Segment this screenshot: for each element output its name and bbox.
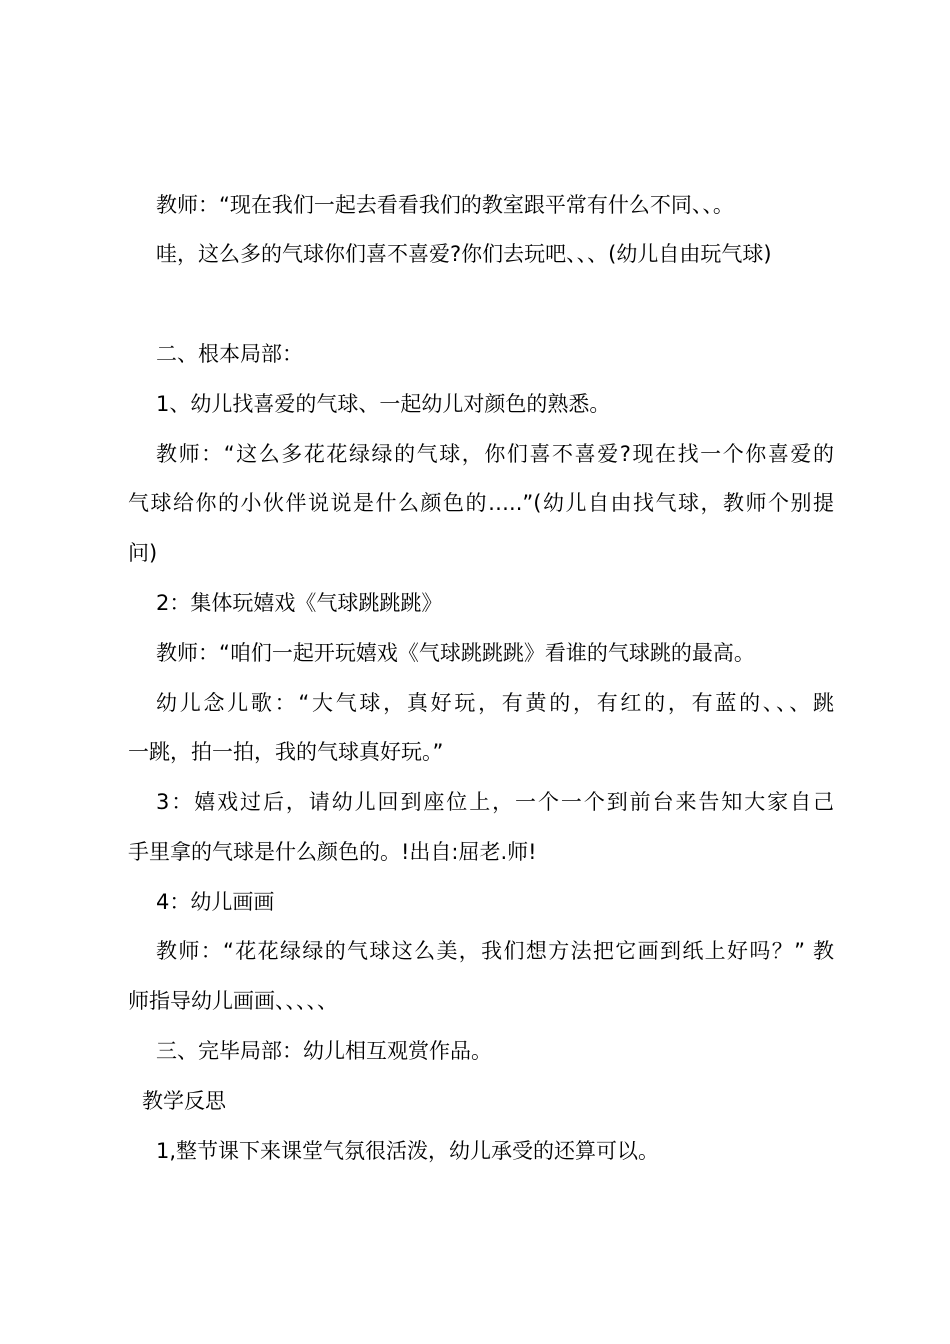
subsection-heading: 1、幼儿找喜爱的气球、一起幼儿对颜色的熟悉。 <box>156 392 611 416</box>
paragraph-line: 1,整节课下来课堂气氛很活泼，幼儿承受的还算可以。 <box>156 1139 660 1163</box>
paragraph-line: 幼儿念儿歌：“大气球，真好玩，有黄的，有红的，有蓝的、、、跳 <box>156 691 834 715</box>
paragraph-line: 3：嬉戏过后，请幼儿回到座位上，一个一个到前台来告知大家自己 <box>156 790 834 814</box>
paragraph-line: 教师：“这么多花花绿绿的气球，你们喜不喜爱?现在找一个你喜爱的 <box>156 442 834 466</box>
paragraph-line: 哇，这么多的气球你们喜不喜爱?你们去玩吧、、、(幼儿自由玩气球) <box>156 242 772 266</box>
paragraph-line: 问) <box>128 541 158 565</box>
paragraph-line: 教师：“现在我们一起去看看我们的教室跟平常有什么不同、、。 <box>156 193 734 217</box>
paragraph-line: 师指导幼儿画画、、、、、 <box>128 989 338 1013</box>
paragraph-line: 教师：“花花绿绿的气球这么美，我们想方法把它画到纸上好吗？” 教 <box>156 939 834 963</box>
subsection-heading: 2：集体玩嬉戏《气球跳跳跳》 <box>156 591 443 615</box>
subsection-heading: 4：幼儿画画 <box>156 890 275 914</box>
section-heading: 二、根本局部： <box>156 342 303 366</box>
paragraph-line: 气球给你的小伙伴说说是什么颜色的…..”(幼儿自由找气球，教师个别提 <box>128 491 834 515</box>
paragraph-line: 一跳，拍一拍，我的气球真好玩。” <box>128 740 444 764</box>
section-heading: 三、完毕局部：幼儿相互观赏作品。 <box>156 1039 492 1063</box>
paragraph-line: 教师：“咱们一起开玩嬉戏《气球跳跳跳》看谁的气球跳的最高。 <box>156 641 755 665</box>
paragraph-line: 手里拿的气球是什么颜色的。!出自:屈老.师! <box>128 840 537 864</box>
section-heading: 教学反思 <box>142 1089 226 1113</box>
